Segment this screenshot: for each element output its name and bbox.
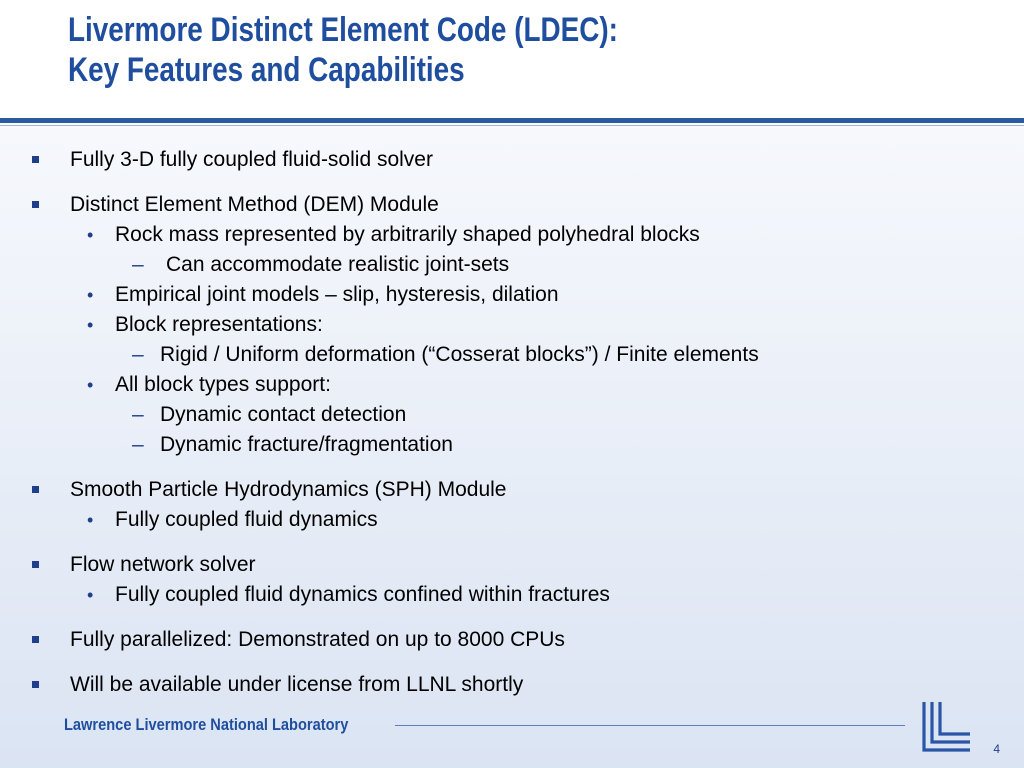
sub-sub-bullet-item bbox=[30, 400, 990, 430]
square-bullet-icon bbox=[32, 561, 39, 568]
bullet-text: Flow network solver bbox=[70, 553, 256, 576]
bullet-group bbox=[30, 145, 990, 175]
sub-sub-bullet-text: Dynamic fracture/fragmentation bbox=[160, 433, 453, 456]
sub-sub-bullet-text: Rigid / Uniform deformation (“Cosserat blocks”) / Finite elements bbox=[160, 343, 759, 366]
square-bullet-icon bbox=[32, 681, 39, 688]
bullet-list bbox=[30, 145, 990, 715]
llnl-logo-icon bbox=[918, 700, 974, 754]
sub-bullet-item bbox=[30, 370, 990, 400]
dash-bullet-icon: – bbox=[132, 253, 144, 276]
bullet-text: Distinct Element Method (DEM) Module bbox=[70, 193, 439, 216]
sub-bullet-item bbox=[30, 505, 990, 535]
bullet-item bbox=[30, 145, 990, 175]
bullet-group bbox=[30, 475, 990, 535]
dot-bullet-icon: • bbox=[87, 510, 94, 530]
dash-bullet-icon: – bbox=[132, 403, 144, 426]
sub-sub-bullet-item bbox=[30, 250, 990, 280]
dash-bullet-icon: – bbox=[132, 343, 144, 366]
square-bullet-icon bbox=[32, 636, 39, 643]
bullet-item bbox=[30, 625, 990, 655]
bullet-group bbox=[30, 670, 990, 700]
sub-bullet-text: Fully coupled fluid dynamics bbox=[115, 508, 378, 531]
sub-bullet-item bbox=[30, 280, 990, 310]
bullet-item bbox=[30, 550, 990, 580]
sub-sub-bullet-item bbox=[30, 430, 990, 460]
title-divider bbox=[0, 118, 1024, 123]
square-bullet-icon bbox=[32, 486, 39, 493]
footer-organization: Lawrence Livermore National Laboratory bbox=[64, 715, 349, 734]
sub-bullet-item bbox=[30, 580, 990, 610]
sub-bullet-item bbox=[30, 310, 990, 340]
bullet-item bbox=[30, 190, 990, 220]
sub-bullet-text: Fully coupled fluid dynamics confined within fractures bbox=[115, 583, 610, 606]
sub-bullet-text: Empirical joint models – slip, hysteresis, dilation bbox=[115, 283, 559, 306]
sub-bullet-text: Rock mass represented by arbitrarily shaped polyhedral blocks bbox=[115, 223, 700, 246]
dot-bullet-icon: • bbox=[87, 285, 94, 305]
dot-bullet-icon: • bbox=[87, 375, 94, 395]
dot-bullet-icon: • bbox=[87, 225, 94, 245]
dot-bullet-icon: • bbox=[87, 585, 94, 605]
bullet-group bbox=[30, 625, 990, 655]
sub-bullet-item bbox=[30, 220, 990, 250]
title-line-2: Key Features and Capabilities bbox=[68, 51, 465, 89]
bullet-group bbox=[30, 550, 990, 610]
bullet-group bbox=[30, 190, 990, 460]
bullet-item bbox=[30, 670, 990, 700]
page-number: 4 bbox=[993, 742, 1000, 756]
dot-bullet-icon: • bbox=[87, 315, 94, 335]
bullet-text: Fully 3-D fully coupled fluid-solid solver bbox=[70, 148, 433, 171]
dash-bullet-icon: – bbox=[132, 433, 144, 456]
square-bullet-icon bbox=[32, 201, 39, 208]
bullet-text: Smooth Particle Hydrodynamics (SPH) Module bbox=[70, 478, 507, 501]
bullet-text: Will be available under license from LLNL shortly bbox=[70, 673, 524, 696]
title-divider-thin bbox=[0, 125, 1024, 126]
bullet-item bbox=[30, 475, 990, 505]
square-bullet-icon bbox=[32, 156, 39, 163]
sub-bullet-text: Block representations: bbox=[115, 313, 323, 336]
sub-sub-bullet-item bbox=[30, 340, 990, 370]
footer-divider bbox=[395, 725, 905, 726]
title-line-1: Livermore Distinct Element Code (LDEC): bbox=[68, 11, 618, 49]
bullet-text: Fully parallelized: Demonstrated on up to 8000 CPUs bbox=[70, 628, 565, 651]
sub-bullet-text: All block types support: bbox=[115, 373, 331, 396]
sub-sub-bullet-text: Dynamic contact detection bbox=[160, 403, 407, 426]
slide-title bbox=[68, 10, 806, 90]
sub-sub-bullet-text: Can accommodate realistic joint-sets bbox=[166, 253, 510, 276]
